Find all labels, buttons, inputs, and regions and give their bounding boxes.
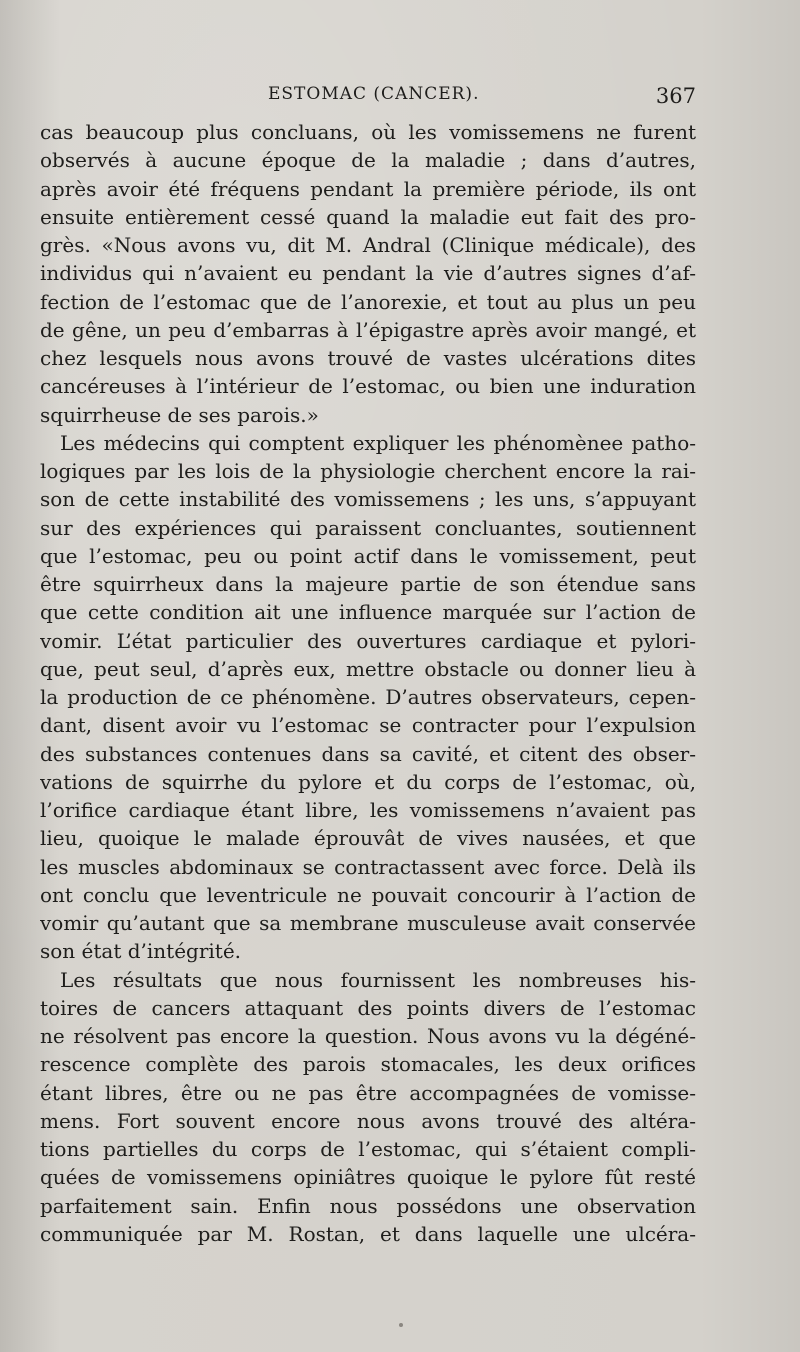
text-line: fection de l’estomac que de l’anorexie, et tout au plus un peu [40,289,696,314]
text-line: ne résolvent pas encore la question. Nous avons vu la dégéné- [40,1024,696,1048]
text-line: que, peut seul, d’après eux, mettre obstacle ou donner lieu à [40,656,696,681]
running-title: ESTOMAC (CANCER). [268,84,480,104]
text-line: que cette condition ait une influence marquée sur l’action de [40,600,696,625]
text-line: lieu, quoique le malade éprouvât de vives nausées, et que [40,826,696,851]
text-line: être squirrheux dans la majeure partie de son étendue sans [40,572,696,596]
text-line: rescence complète des parois stomacales, les deux orifices [40,1052,696,1077]
text-line: des substances contenues dans sa cavité, et citent des obser- [40,741,696,766]
text-line: observés à aucune époque de la maladie ; dans d’autres, [40,148,696,173]
text-line: cancéreuses à l’intérieur de l’estomac, ou bien une induration [40,374,696,399]
page-number: 367 [655,84,696,108]
text-line: son état d’intégrité. [40,939,242,964]
text-line: communiquée par M. Rostan, et dans laquelle une ulcéra- [40,1221,696,1246]
text-line: Les médecins qui comptent expliquer les phénomènee patho- [60,430,696,455]
text-line: grès. «Nous avons vu, dit M. Andral (Clinique médicale), des [40,233,696,257]
text-line: son de cette instabilité des vomissemens ; les uns, s’appuyant [40,487,696,512]
text-line: l’orifice cardiaque étant libre, les vomissemens n’avaient pas [40,798,696,822]
text-line: vations de squirrhe du pylore et du corps de l’estomac, où, [40,769,696,794]
text-line: logiques par les lois de la physiologie cherchent encore la rai- [40,459,696,483]
text-line: de gêne, un peu d’embarras à l’épigastre après avoir mangé, et [40,317,696,342]
text-line: dant, disent avoir vu l’estomac se contracter pour l’expulsion [40,713,696,738]
text-line: chez lesquels nous avons trouvé de vastes ulcérations dites [40,346,696,370]
text-line: squirrheuse de ses parois.» [40,402,319,427]
body-text [40,118,696,1248]
text-line: mens. Fort souvent encore nous avons trouvé des altéra- [40,1108,696,1133]
text-line: parfaitement sain. Enfin nous possédons une observation [40,1193,696,1218]
text-line: la production de ce phénomène. D’autres observateurs, cepen- [40,685,696,709]
text-line: que l’estomac, peu ou point actif dans le vomissement, peut [40,543,696,568]
text-line: toires de cancers attaquant des points divers de l’estomac [40,995,696,1020]
text-line: ensuite entièrement cessé quand la maladie eut fait des pro- [40,204,696,229]
ink-speck [399,1323,403,1327]
text-line: quées de vomissemens opiniâtres quoique le pylore fût resté [40,1165,696,1190]
text-line: après avoir été fréquens pendant la première période, ils ont [40,176,696,201]
text-line: cas beaucoup plus concluans, où les vomissemens ne furent [40,120,696,144]
text-line: Les résultats que nous fournissent les nombreuses his- [60,967,696,992]
text-line: vomir qu’autant que sa membrane musculeuse avait conservée [40,911,696,935]
text-line: individus qui n’avaient eu pendant la vie d’autres signes d’af- [40,261,696,286]
text-line: ont conclu que leventricule ne pouvait concourir à l’action de [40,882,696,907]
text-line: étant libres, être ou ne pas être accompagnées de vomisse- [40,1080,696,1105]
text-line: vomir. L’état particulier des ouvertures cardiaque et pylori- [40,628,696,653]
text-line: sur des expériences qui paraissent concluantes, soutiennent [40,515,696,540]
text-line: tions partielles du corps de l’estomac, qui s’étaient compli- [40,1137,696,1161]
text-line: les muscles abdominaux se contractassent avec force. Delà ils [40,854,696,879]
page-header [40,84,696,114]
